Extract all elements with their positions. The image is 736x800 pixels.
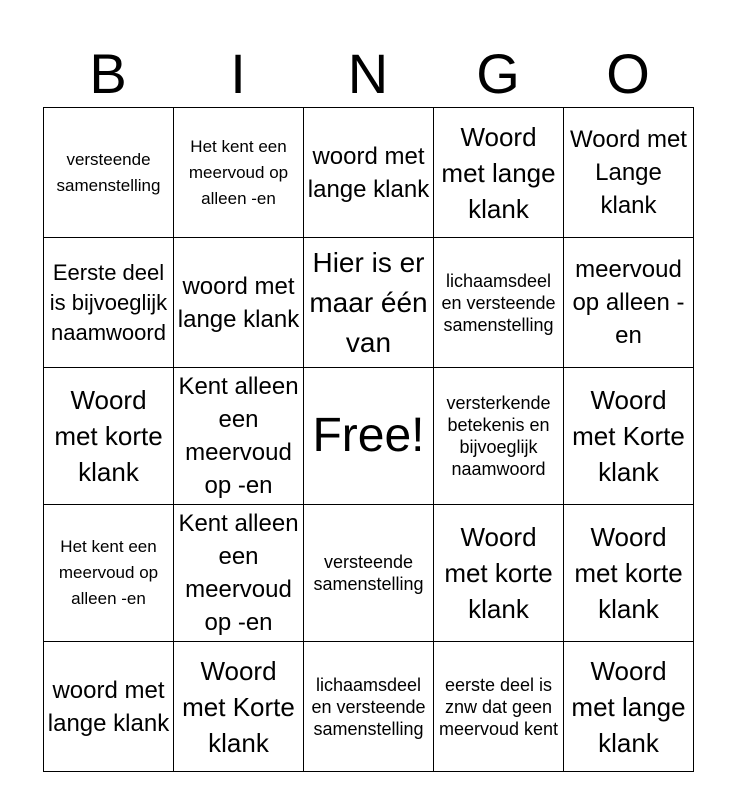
bingo-cell[interactable]: Woord met Korte klank [564, 368, 694, 505]
bingo-cell[interactable]: meervoud op alleen -en [564, 238, 694, 368]
bingo-row-2 [44, 238, 694, 368]
header-letter-o: O [606, 42, 650, 105]
bingo-cell[interactable]: lichaamsdeel en versteende samenstelling [304, 642, 434, 772]
bingo-cell[interactable]: Woord met korte klank [434, 505, 564, 642]
bingo-cell[interactable]: Woord met korte klank [44, 368, 174, 505]
bingo-cell[interactable]: Het kent een meervoud op alleen -en [44, 505, 174, 642]
header-letter-g: G [476, 42, 520, 105]
bingo-cell[interactable]: Het kent een meervoud op alleen -en [174, 108, 304, 238]
free-space-cell[interactable]: Free! [304, 368, 434, 505]
bingo-row-4 [44, 505, 694, 642]
bingo-row-5 [44, 642, 694, 772]
bingo-cell[interactable]: Kent alleen een meervoud op -en [174, 368, 304, 505]
bingo-cell[interactable]: Hier is er maar één van [304, 238, 434, 368]
bingo-cell[interactable]: Eerste deel is bijvoeglijk naamwoord [44, 238, 174, 368]
bingo-cell[interactable]: Woord met Korte klank [174, 642, 304, 772]
bingo-cell[interactable]: versteende samenstelling [44, 108, 174, 238]
bingo-cell[interactable]: woord met lange klank [304, 108, 434, 238]
bingo-cell[interactable]: Woord met Lange klank [564, 108, 694, 238]
bingo-cell[interactable]: woord met lange klank [44, 642, 174, 772]
bingo-cell[interactable]: versteende samenstelling [304, 505, 434, 642]
bingo-cell[interactable]: eerste deel is znw dat geen meervoud kent [434, 642, 564, 772]
bingo-header [43, 40, 693, 108]
bingo-row-1 [44, 108, 694, 238]
header-letter-i: I [230, 42, 246, 105]
header-letter-n: N [347, 42, 389, 105]
bingo-cell[interactable]: Woord met korte klank [564, 505, 694, 642]
bingo-cell[interactable]: lichaamsdeel en versteende samenstelling [434, 238, 564, 368]
bingo-cell[interactable]: woord met lange klank [174, 238, 304, 368]
bingo-cell[interactable]: Woord met lange klank [564, 642, 694, 772]
bingo-cell[interactable]: versterkende betekenis en bijvoeglijk naamwoord [434, 368, 564, 505]
header-letter-b: B [89, 42, 127, 105]
bingo-row-3 [44, 368, 694, 505]
bingo-cell[interactable]: Woord met lange klank [434, 108, 564, 238]
bingo-cell[interactable]: Kent alleen een meervoud op -en [174, 505, 304, 642]
bingo-card [43, 107, 694, 772]
